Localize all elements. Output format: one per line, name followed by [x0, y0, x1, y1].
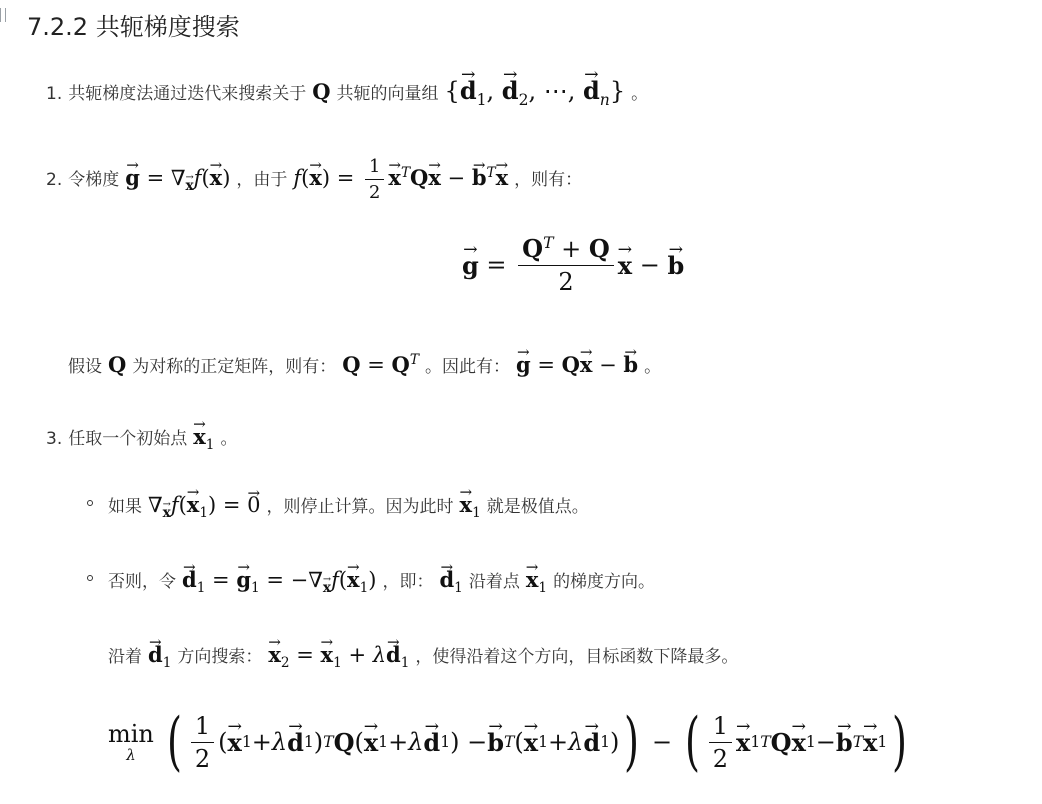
sub3-text2: 方向搜索：: [177, 647, 263, 667]
note-text2: 为对称的正定矩阵，则有：: [132, 357, 337, 377]
math-stop-condition: ∇→ $_xf(\to x_1)$ = → 0: [148, 492, 261, 521]
bullet-icon: [87, 500, 93, 506]
list-number: 1.: [46, 84, 63, 104]
math-x1: → $x_1$: [193, 424, 214, 453]
list-item-2: [46, 156, 582, 203]
item1-end: 。: [631, 84, 649, 104]
math-x1: → $x_1$: [460, 492, 481, 521]
math-x1: → $x_1$: [526, 567, 547, 596]
note-end: 。: [644, 357, 662, 377]
item3-text: 任取一个初始点: [68, 429, 188, 449]
math-vector-set: {→ $d_1$, → $d_2$, ⋯, → $d_n$}: [445, 76, 626, 109]
item2-text3: ，则有：: [514, 170, 583, 190]
item2-text: 令梯度: [68, 170, 120, 190]
math-d1: → $d_1$: [439, 567, 462, 596]
list-number: 3.: [46, 429, 63, 449]
math-line-search-display: min λ ( $\frac{1}{2}$ ( → x 1 + λ → d 1 ) T Q ( → x 1 + λ → d 1 ) − → b T ( → x 1 + λ → d 1 ) ) − ( $\frac{1}{2}$ → x 1 T Q → x 1 − → b T → x 1 ): [108, 710, 912, 774]
math-Q: Q: [108, 352, 127, 377]
assumption-line: [68, 352, 661, 377]
sub2-text3: 沿着点: [468, 572, 520, 592]
search-direction-line: [108, 642, 738, 671]
item2-text2: ，由于: [236, 170, 288, 190]
list-number: 2.: [46, 170, 63, 190]
item3-end: 。: [220, 429, 238, 449]
math-gradient-simplified: → g = Q→ x − → b: [516, 352, 638, 377]
math-d1-def: → $d_1$ = → $g_1$ = −∇→ $_xf(\to x_1)$: [182, 567, 376, 596]
math-Q: Q: [312, 79, 331, 104]
math-gradient-display: → g = $\frac{Q^T + Q}{2}$ → x − → b: [462, 234, 684, 296]
sub1-text1: 如果: [108, 497, 142, 517]
sub3-text3: ，使得沿着这个方向，目标函数下降最多。: [415, 647, 739, 667]
math-gradient-def: → g = ∇→ $_x$f(→ x): [125, 165, 230, 194]
math-d1: → $d_1$: [148, 642, 171, 671]
section-anchor-icon[interactable]: [0, 8, 6, 22]
sub3-text1: 沿着: [108, 647, 142, 667]
list-item-3: [46, 424, 237, 453]
math-objective: f(→ x) = $\frac{1}{2}$ → $x^TQ\to x$ − → $b^T\to x$: [293, 156, 508, 203]
list-item-1: [46, 76, 648, 109]
math-Q-symmetric: $Q = Q^T$: [342, 352, 419, 377]
sub1-text3: 就是极值点。: [486, 497, 589, 517]
sub-item-1: [108, 492, 589, 521]
sub2-text1: 否则，令: [108, 572, 176, 592]
sub1-text2: ，则停止计算。因为此时: [266, 497, 454, 517]
sub2-text2: ，即：: [382, 572, 434, 592]
note-text1: 假设: [68, 357, 102, 377]
min-operator: min λ: [108, 720, 154, 764]
sub2-text4: 的梯度方向。: [553, 572, 656, 592]
section-heading: 7.2.2 共轭梯度搜索: [27, 13, 240, 41]
sub-item-2: [108, 567, 655, 596]
bullet-icon: [87, 575, 93, 581]
item1-text: 共轭梯度法通过迭代来搜索关于: [68, 84, 307, 104]
note-text3: 。因此有：: [424, 357, 510, 377]
math-x2-update: → $x_2$ = → $x_1 + \lambda\to d_1$: [268, 642, 409, 671]
item1-text2: 共轭的向量组: [336, 84, 439, 104]
